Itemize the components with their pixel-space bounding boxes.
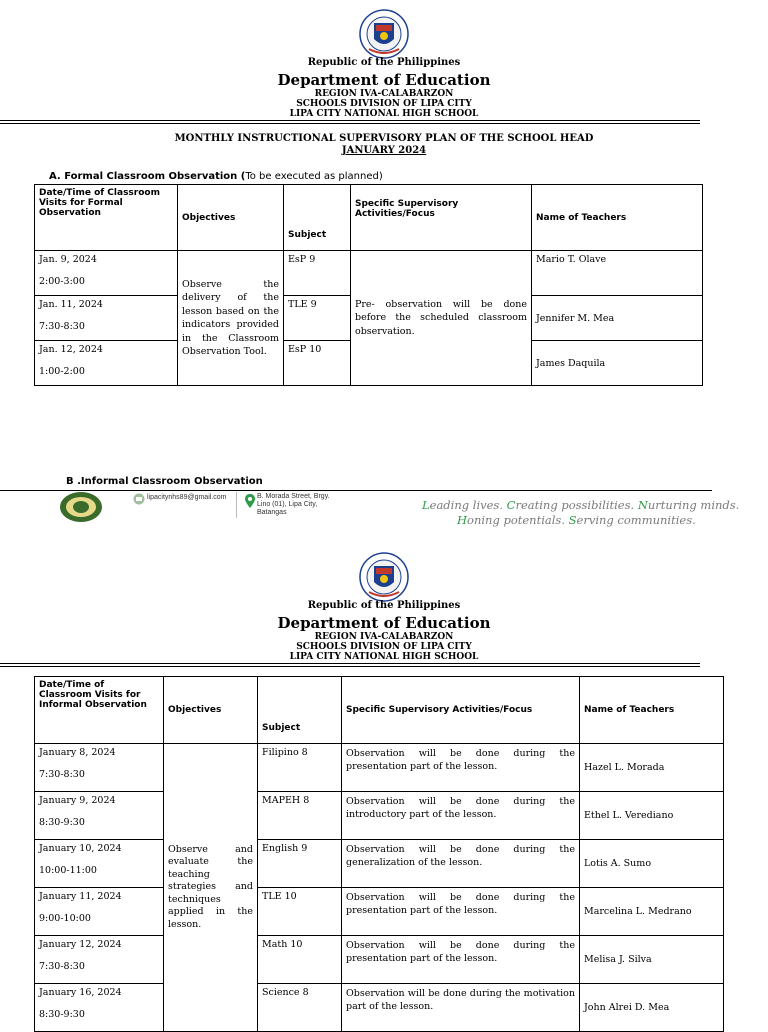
date-cell	[35, 888, 164, 936]
footer-separator	[236, 492, 237, 518]
header-divider-thin	[0, 666, 700, 667]
date-cell	[35, 251, 178, 296]
visit-date: January 16, 2024	[39, 987, 122, 998]
slogan-line-1	[422, 498, 739, 512]
col-header-activities: Specific Supervisory Activities/Focus	[342, 677, 580, 744]
school-label: LIPA CITY NATIONAL HIGH SCHOOL	[289, 109, 479, 119]
subject-cell: TLE 9	[284, 296, 351, 341]
activity-cell: Observation will be done during the introductory part of the lesson.	[342, 792, 580, 840]
table-header-row	[35, 677, 724, 744]
slogan-line-2	[457, 513, 696, 527]
republic-label: Republic of the Philippines	[307, 57, 461, 68]
visit-time: 7:30-8:30	[39, 961, 85, 972]
activity-cell: Observation will be done during the generalization of the lesson.	[342, 840, 580, 888]
header-divider	[0, 120, 700, 121]
deped-seal-logo	[359, 552, 409, 602]
teacher-cell: Melisa J. Silva	[580, 936, 724, 984]
section-a-label	[49, 171, 383, 182]
col-header-teachers: Name of Teachers	[580, 677, 724, 744]
date-cell	[35, 341, 178, 386]
visit-date: January 8, 2024	[39, 747, 116, 758]
teacher-cell: Ethel L. Verediano	[580, 792, 724, 840]
col-header-objectives: Objectives	[164, 677, 258, 744]
republic-label: Republic of the Philippines	[307, 600, 461, 611]
table-row	[35, 251, 703, 296]
slogan-initial: S	[568, 513, 577, 527]
col-header-date: Date/Time of Classroom Visits for Formal Observation	[35, 185, 178, 251]
email-icon	[133, 493, 145, 505]
objectives-cell: Observe and evaluate the teaching strategies and techniques applied in the lesson.	[164, 744, 258, 1032]
table-row	[35, 888, 724, 936]
table-header-row	[35, 185, 703, 251]
school-email: lipacitynhs89@gmail.com	[147, 494, 227, 501]
visit-date: January 11, 2024	[39, 891, 122, 902]
formal-observation-table	[34, 184, 703, 386]
visit-time: 7:30-8:30	[39, 321, 85, 332]
header-divider-thin	[0, 123, 700, 124]
slogan-initial: N	[637, 498, 648, 512]
table-row	[35, 744, 724, 792]
visit-date: January 10, 2024	[39, 843, 122, 854]
subject-cell: Science 8	[258, 984, 342, 1032]
teacher-cell: James Daquila	[532, 341, 703, 386]
table-row	[35, 840, 724, 888]
date-cell	[35, 744, 164, 792]
teacher-cell: Hazel L. Morada	[580, 744, 724, 792]
visit-date: Jan. 9, 2024	[39, 254, 97, 265]
visit-date: Jan. 12, 2024	[39, 344, 103, 355]
activity-cell: Observation will be done during the motivation part of the lesson.	[342, 984, 580, 1032]
activity-cell: Observation will be done during the presentation part of the lesson.	[342, 936, 580, 984]
teacher-cell: Jennifer M. Mea	[532, 296, 703, 341]
col-header-subject: Subject	[284, 185, 351, 251]
subject-cell: Filipino 8	[258, 744, 342, 792]
table-row	[35, 936, 724, 984]
subject-cell: Math 10	[258, 936, 342, 984]
col-header-objectives: Objectives	[178, 185, 284, 251]
deped-seal-logo	[359, 9, 409, 59]
region-label: REGION IVA-CALABARZON	[314, 89, 454, 99]
document-month: JANUARY 2024	[341, 145, 427, 156]
date-cell	[35, 296, 178, 341]
visit-date: January 9, 2024	[39, 795, 116, 806]
subject-cell: English 9	[258, 840, 342, 888]
section-b-label: B .Informal Classroom Observation	[66, 476, 263, 487]
school-address: B. Morada Street, Brgy. Lino (01), Lipa City, Batangas	[257, 493, 330, 516]
teacher-cell: Lotis A. Sumo	[580, 840, 724, 888]
col-header-teachers: Name of Teachers	[532, 185, 703, 251]
slogan-text: urturing minds.	[647, 498, 740, 512]
col-header-date: Date/Time of Classroom Visits for Informal Observation	[35, 677, 164, 744]
slogan-initial: L	[422, 498, 430, 512]
teacher-cell: Mario T. Olave	[532, 251, 703, 296]
teacher-cell: Marcelina L. Medrano	[580, 888, 724, 936]
visit-date: January 12, 2024	[39, 939, 122, 950]
region-label: REGION IVA-CALABARZON	[314, 632, 454, 642]
visit-date: Jan. 11, 2024	[39, 299, 103, 310]
table-row	[35, 984, 724, 1032]
division-label: SCHOOLS DIVISION OF LIPA CITY	[296, 642, 472, 652]
slogan-text: oning potentials.	[467, 513, 569, 527]
department-title: Department of Education	[277, 614, 491, 632]
school-logo	[58, 490, 104, 524]
visit-time: 1:00-2:00	[39, 366, 85, 377]
subject-cell: EsP 9	[284, 251, 351, 296]
subject-cell: TLE 10	[258, 888, 342, 936]
visit-time: 10:00-11:00	[39, 865, 97, 876]
school-label: LIPA CITY NATIONAL HIGH SCHOOL	[289, 652, 479, 662]
objectives-cell: Observe the delivery of the lesson based on the indicators provided in the Classroom Observation Tool.	[178, 251, 284, 386]
informal-observation-table	[34, 676, 724, 1032]
date-cell	[35, 984, 164, 1032]
department-title: Department of Education	[277, 71, 491, 89]
activity-cell: Observation will be done during the presentation part of the lesson.	[342, 744, 580, 792]
subject-cell: MAPEH 8	[258, 792, 342, 840]
slogan-initial: C	[506, 498, 516, 512]
col-header-subject: Subject	[258, 677, 342, 744]
division-label: SCHOOLS DIVISION OF LIPA CITY	[296, 99, 472, 109]
date-cell	[35, 792, 164, 840]
teacher-cell: John Alrei D. Mea	[580, 984, 724, 1032]
slogan-text: erving communities.	[576, 513, 696, 527]
col-header-activities: Specific Supervisory Activities/Focus	[351, 185, 532, 251]
header-divider	[0, 663, 700, 664]
visit-time: 8:30-9:30	[39, 1009, 85, 1020]
table-row	[35, 792, 724, 840]
visit-time: 9:00-10:00	[39, 913, 91, 924]
slogan-text: eading lives.	[429, 498, 507, 512]
visit-time: 2:00-3:00	[39, 276, 85, 287]
subject-cell: EsP 10	[284, 341, 351, 386]
slogan-initial: H	[457, 513, 468, 527]
activities-cell: Pre- observation will be done before the scheduled classroom observation.	[351, 251, 532, 386]
slogan-text: reating possibilities.	[515, 498, 638, 512]
date-cell	[35, 840, 164, 888]
date-cell	[35, 936, 164, 984]
footer-divider	[0, 490, 712, 491]
activity-cell: Observation will be done during the presentation part of the lesson.	[342, 888, 580, 936]
section-a-title: A. Formal Classroom Observation (	[49, 171, 246, 182]
visit-time: 7:30-8:30	[39, 769, 85, 780]
section-a-note: To be executed as planned)	[245, 171, 383, 182]
document-title: MONTHLY INSTRUCTIONAL SUPERVISORY PLAN OF THE SCHOOL HEAD	[174, 133, 594, 144]
visit-time: 8:30-9:30	[39, 817, 85, 828]
location-pin-icon	[245, 494, 255, 508]
